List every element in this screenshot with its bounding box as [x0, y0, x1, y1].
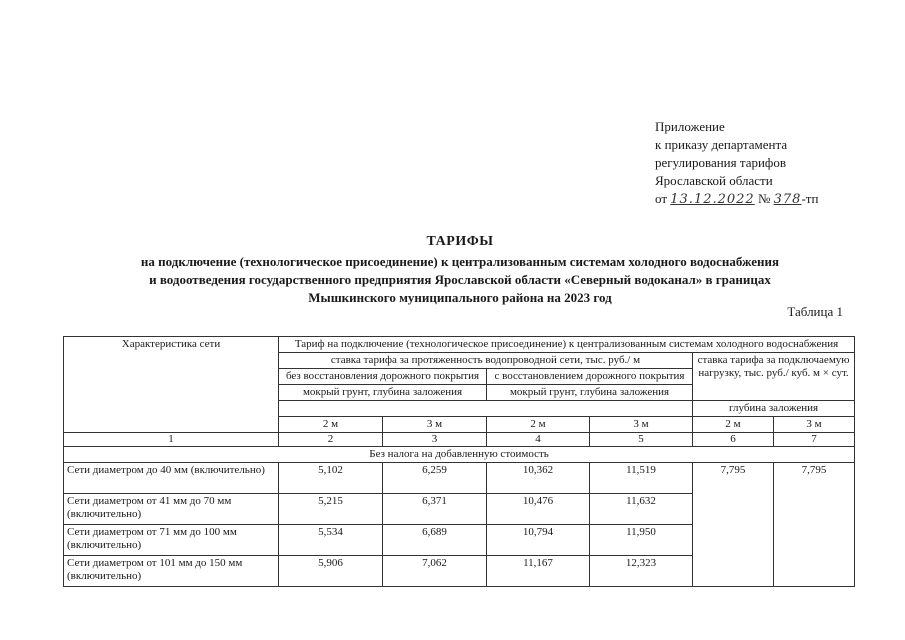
- value-cell: 6,371: [383, 494, 487, 525]
- column-number: 2: [279, 433, 383, 447]
- row-name: Сети диаметром от 41 мм до 70 мм (включительно): [64, 494, 279, 525]
- depth-cell: 3 м: [774, 417, 855, 433]
- title-line: Мышкинского муниципального района на 2023 год: [308, 290, 612, 305]
- order-date: 13.12.2022: [670, 192, 755, 207]
- header-depth: глубина заложения: [693, 401, 855, 417]
- header-with-restoration: с восстановлением дорожного покрытия: [487, 369, 693, 385]
- value-cell: 12,323: [590, 556, 693, 587]
- appendix-line: Ярославской области: [655, 173, 773, 188]
- order-number: 378: [773, 192, 802, 207]
- appendix-line: Приложение: [655, 119, 725, 134]
- value-cell: 11,167: [487, 556, 590, 587]
- table-number: Таблица 1: [787, 304, 843, 319]
- depth-cell: 3 м: [590, 417, 693, 433]
- appendix-block: [655, 118, 818, 209]
- table-row: [64, 463, 855, 494]
- column-number: 3: [383, 433, 487, 447]
- column-number: 5: [590, 433, 693, 447]
- value-cell: 6,689: [383, 525, 487, 556]
- title-line: на подключение (технологическое присоединение) к централизованным системам холодного водоснабжения: [140, 254, 780, 269]
- value-cell: 5,906: [279, 556, 383, 587]
- row-name: Сети диаметром от 71 мм до 100 мм (включительно): [64, 525, 279, 556]
- order-reference: [655, 190, 818, 209]
- appendix-line: к приказу департамента: [655, 137, 788, 152]
- header-tariff: Тариф на подключение (технологическое присоединение) к централизованным системам холодного водоснабжения: [279, 337, 855, 353]
- date-prefix: от: [655, 191, 668, 206]
- depth-cell: 2 м: [487, 417, 590, 433]
- header-rate-length: ставка тарифа за протяженность водопроводной сети, тыс. руб./ м: [279, 353, 693, 369]
- depth-cell: 2 м: [279, 417, 383, 433]
- column-number: 6: [693, 433, 774, 447]
- title-heading: ТАРИФЫ: [426, 234, 494, 249]
- document-title: [40, 233, 880, 307]
- column-number: 4: [487, 433, 590, 447]
- tariff-table: [63, 336, 855, 587]
- value-cell: 5,534: [279, 525, 383, 556]
- depth-cell: 3 м: [383, 417, 487, 433]
- header-rate-load: ставка тарифа за подключаемую нагрузку, тыс. руб./ куб. м × сут.: [693, 353, 855, 401]
- value-cell: 11,519: [590, 463, 693, 494]
- header-without-restoration: без восстановления дорожного покрытия: [279, 369, 487, 385]
- load-value-cell: 7,795: [774, 463, 855, 587]
- title-line: и водоотведения государственного предприятия Ярославской области «Северный водоканал» в границах: [149, 272, 771, 287]
- column-number: 1: [64, 433, 279, 447]
- value-cell: 7,062: [383, 556, 487, 587]
- load-value-cell: 7,795: [693, 463, 774, 587]
- section-no-vat: Без налога на добавленную стоимость: [64, 447, 855, 463]
- value-cell: 11,950: [590, 525, 693, 556]
- number-prefix: №: [757, 191, 771, 206]
- header-characteristic: Характеристика сети: [64, 337, 279, 433]
- column-number: 7: [774, 433, 855, 447]
- header-wet-soil: мокрый грунт, глубина заложения: [279, 385, 487, 401]
- appendix-line: регулирования тарифов: [655, 155, 786, 170]
- value-cell: 10,362: [487, 463, 590, 494]
- value-cell: 6,259: [383, 463, 487, 494]
- value-cell: 10,794: [487, 525, 590, 556]
- value-cell: 5,102: [279, 463, 383, 494]
- row-name: Сети диаметром от 101 мм до 150 мм (включительно): [64, 556, 279, 587]
- value-cell: 10,476: [487, 494, 590, 525]
- depth-cell: 2 м: [693, 417, 774, 433]
- value-cell: 11,632: [590, 494, 693, 525]
- spacer: [279, 401, 693, 417]
- row-name: Сети диаметром до 40 мм (включительно): [64, 463, 279, 494]
- value-cell: 5,215: [279, 494, 383, 525]
- number-suffix: -тп: [801, 191, 819, 206]
- header-wet-soil: мокрый грунт, глубина заложения: [487, 385, 693, 401]
